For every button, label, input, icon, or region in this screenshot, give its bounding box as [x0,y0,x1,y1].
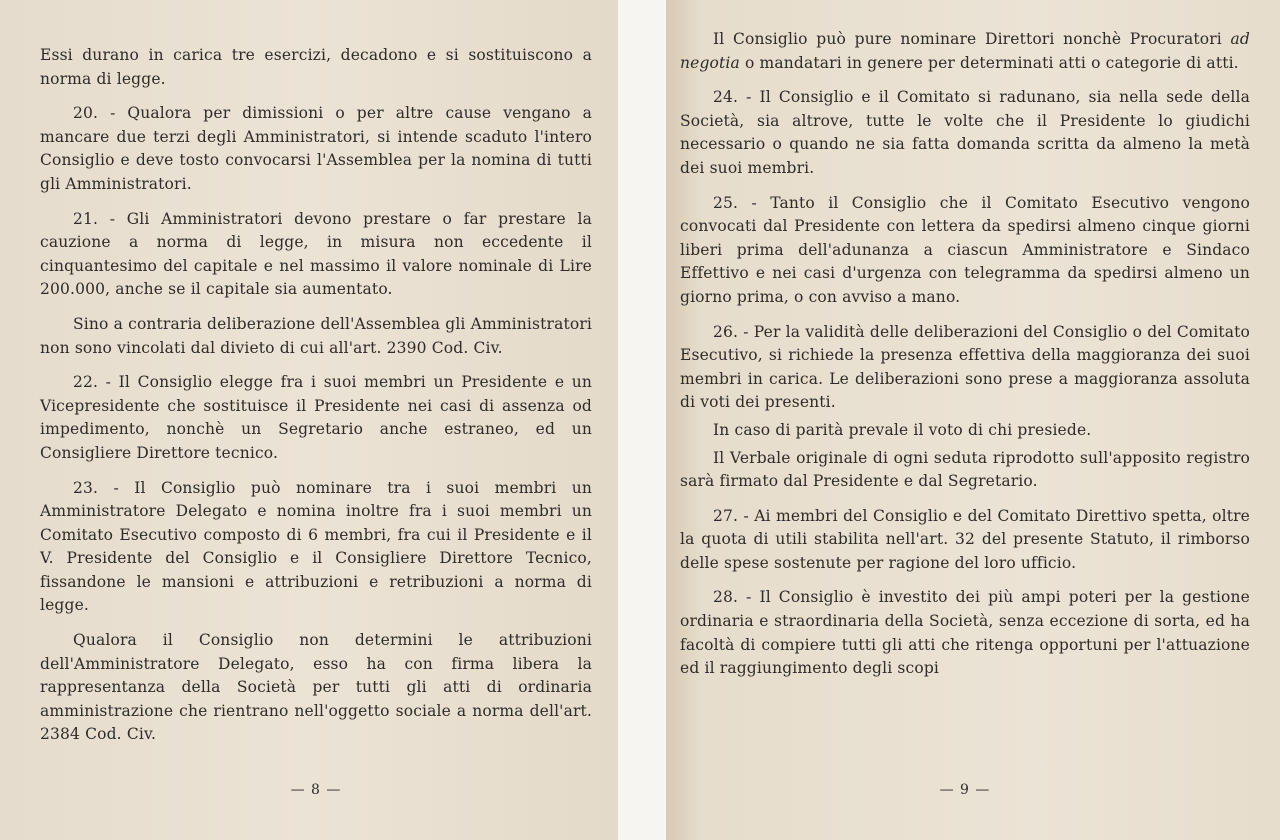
article-22: 22. - Il Consiglio elegge fra i suoi membri un Presidente e un Vicepresidente che sostituisce il Presidente nei casi di assenza od impedimento, nonchè un Segretario anche estraneo, ed un Consigliere Direttore tecnico. [40,373,592,462]
article-21: 21. - Gli Amministratori devono prestare o far prestare la cauzione a norma di legge, in misura non eccedente il cinquantesimo del capitale e nel massimo il valore nominale di Lire 200.000, anche se il capitale sia aumentato. [40,209,592,299]
article-27: 27. - Ai membri del Consiglio e del Comitato Direttivo spetta, oltre la quota di utili stabilita nell'art. 32 del presente Statuto, il rimborso delle spese sostenute per ragione del loro ufficio. [680,506,1250,572]
article-25: 25. - Tanto il Consiglio che il Comitato Esecutivo vengono convocati dal Presidente con lettera da spedirsi almeno cinque giorni liberi prima dell'adunanza a ciascun Amministratore e Sindaco Effettivo e nei casi d'urgenza con telegramma da spedirsi almeno un giorno prima, o con avviso a mano. [680,193,1250,306]
page-number-8: — 8 — [290,782,342,798]
spread-gutter [618,0,666,840]
right-page [666,0,1280,840]
article-24: 24. - Il Consiglio e il Comitato si radunano, sia nella sede della Società, sia altrove, tutte le volte che il Presidente lo giudichi necessario o quando ne sia fatta domanda scritta da almeno la metà dei suoi membri. [680,88,1250,177]
article-21-paragraph-2: Sino a contraria deliberazione dell'Assemblea gli Amministratori non sono vincolati dal divieto di cui all'art. 2390 Cod. Civ. [40,314,592,357]
paragraph-directors-text-b: o mandatari in genere per determinati atti o categorie di atti. [739,53,1239,72]
article-26-paragraph-3: Il Verbale originale di ogni seduta riprodotto sull'apposito registro sarà firmato dal Presidente e dal Segretario. [680,448,1250,491]
paragraph-directors [680,28,1250,75]
article-20: 20. - Qualora per dimissioni o per altre cause vengano a mancare due terzi degli Amministratori, si intende scaduto l'intero Consiglio e deve tosto convocarsi l'Assemblea per la nomina di tutti gli Amministratori. [40,104,592,193]
article-23-paragraph-2: Qualora il Consiglio non determini le attribuzioni dell'Amministratore Delegato, esso ha con firma libera la rappresentanza della Società per tutti gli atti di ordinaria amministrazione che rientrano nell'oggetto sociale a norma dell'art. 2384 Cod. Civ. [40,631,592,744]
paragraph-continuation: Essi durano in carica tre esercizi, decadono e si sostituiscono a norma di legge. [40,46,592,88]
article-28: 28. - Il Consiglio è investito dei più ampi poteri per la gestione ordinaria e straordinaria della Società, senza eccezione di sorta, ed ha facoltà di compiere tutti gli atti che ritenga opportuni per l'attuazione ed il raggiungimento degli scopi [680,588,1250,678]
paragraph-directors-text-a: Il Consiglio può pure nominare Direttori nonchè Procuratori [713,30,1231,48]
article-26: 26. - Per la validità delle deliberazioni del Consiglio o del Comitato Esecutivo, si richiede la presenza effettiva della maggioranza dei suoi membri in carica. Le deliberazioni sono prese a maggioranza assoluta di voti dei presenti. [680,322,1250,412]
left-page [0,0,618,840]
article-26-paragraph-2: In caso di parità prevale il voto di chi presiede. [713,420,1092,439]
article-23: 23. - Il Consiglio può nominare tra i suoi membri un Amministratore Delegato e nomina inoltre fra i suoi membri un Comitato Esecutivo composto di 6 membri, fra cui il Presidente e il V. Presidente del Consiglio e il Consigliere Direttore Tecnico, fissandone le mansioni e attribuzioni e retribuzioni a norma di legge. [40,478,592,615]
latin-phrase: ad negotia [680,30,1250,72]
page-number-9: — 9 — [939,782,991,798]
